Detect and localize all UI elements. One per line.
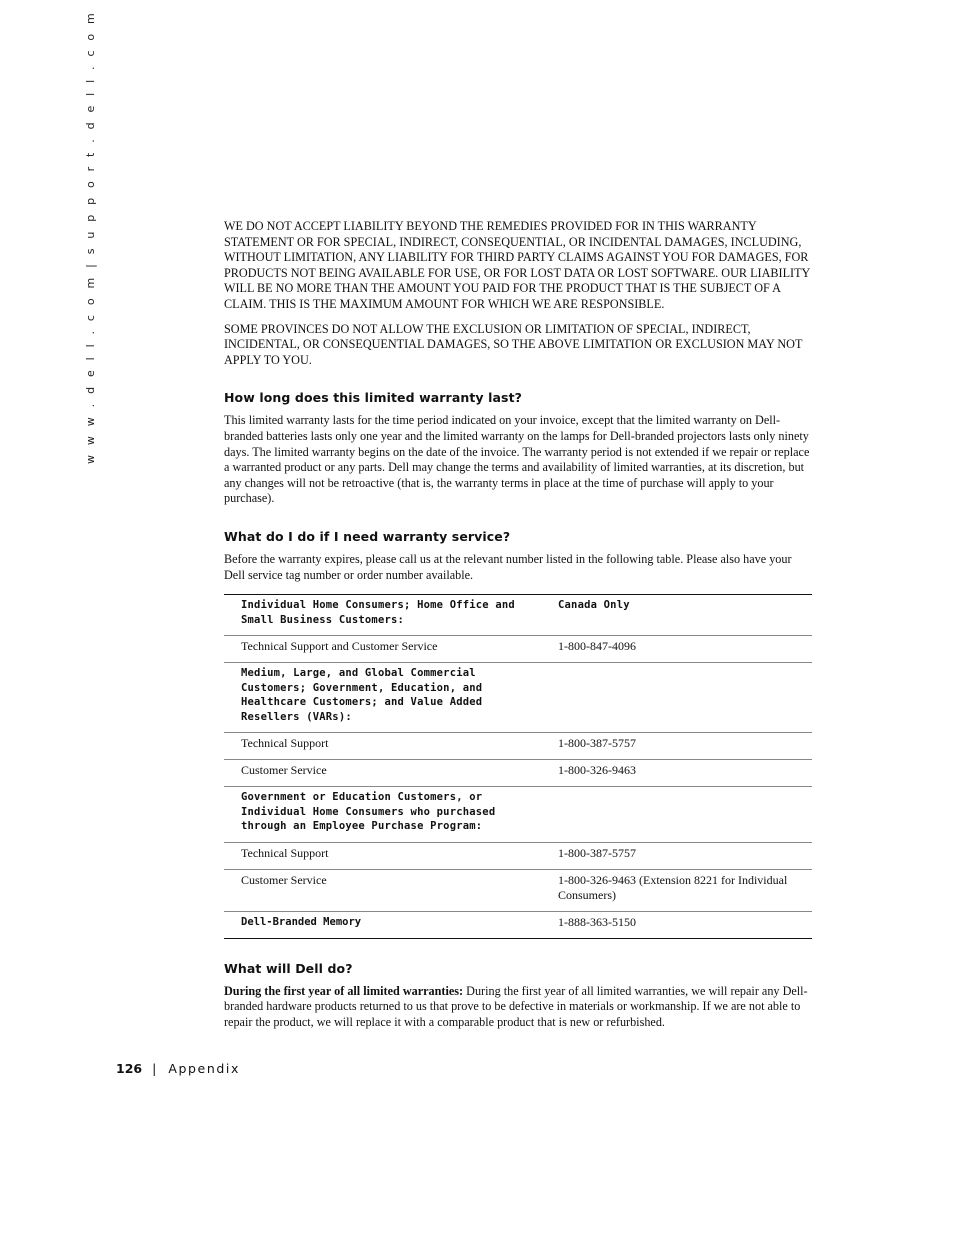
warranty-duration-body: This limited warranty lasts for the time period indicated on your invoice, except that the limited warranty on Dell-branded batteries lasts only one year and the limited warranty on the lamps for Dell-branded projectors lasts only ninety days. The limited warranty begins on the date of the invoice. The warranty period is not extended if we repair or replace a warranted product or any parts. Dell may change the terms and availability of limited warranties, at its discretion, but any changes will not be retroactive (that is, the warranty terms in place at the time of purchase will apply to your purchase).	[224, 413, 810, 506]
table-cell: Technical Support and Customer Service	[224, 636, 552, 663]
warranty-service-heading: What do I do if I need warranty service?	[224, 528, 511, 544]
side-url-text: w w w . d e l l . c o m | s u p p o r t . d e l l . c o m	[84, 10, 97, 464]
page-footer	[116, 1061, 240, 1076]
dell-action-heading: What will Dell do?	[224, 960, 353, 976]
table-row	[224, 595, 812, 636]
table-cell: Government or Education Customers, or Individual Home Consumers who purchased through an Employee Purchase Program:	[224, 787, 552, 843]
page-number: 126	[116, 1061, 143, 1076]
table-cell: Medium, Large, and Global Commercial Customers; Government, Education, and Healthcare Customers; and Value Added Resellers (VARs):	[224, 663, 552, 733]
table-cell: Customer Service	[224, 869, 552, 911]
table-cell: Individual Home Consumers; Home Office and Small Business Customers:	[224, 595, 552, 636]
table-cell: Dell-Branded Memory	[224, 911, 552, 938]
warranty-service-body: Before the warranty expires, please call us at the relevant number listed in the following table. Please also have your Dell service tag number or order number available.	[224, 551, 792, 582]
table-row	[224, 663, 812, 733]
liability-paragraph: WE DO NOT ACCEPT LIABILITY BEYOND THE REMEDIES PROVIDED FOR IN THIS WARRANTY STATEMENT OR FOR SPECIAL, INDIRECT, CONSEQUENTIAL, OR INCIDENTAL DAMAGES, INCLUDING, WITHOUT LIMITATION, ANY LIABILITY FOR THIRD PARTY CLAIMS AGAINST YOU FOR DAMAGES, FOR PRODUCTS NOT BEING AVAILABLE FOR USE, OR FOR LOST DATA OR LOST SOFTWARE. OUR LIABILITY WILL BE NO MORE THAN THE AMOUNT YOU PAID FOR THE PRODUCT THAT IS THE SUBJECT OF A CLAIM. THIS IS THE MAXIMUM AMOUNT FOR WHICH WE ARE RESPONSIBLE.	[224, 219, 810, 311]
dell-action-text: During the first year of all limited warranties, we will repair any Dell-branded hardware products returned to us that prove to be defective in materials or workmanship. If we are not able to repair the product, we will replace it with a comparable product that is new or refurbished.	[224, 983, 808, 1029]
contact-table	[224, 594, 812, 939]
footer-separator: |	[152, 1061, 157, 1076]
table-cell: Canada Only	[552, 595, 812, 636]
dell-action-body	[224, 984, 814, 1031]
phone-number: 1-800-387-5757	[552, 842, 812, 869]
table-row	[224, 787, 812, 843]
table-cell	[552, 787, 812, 843]
table-row	[224, 733, 812, 760]
phone-number: 1-800-326-9463 (Extension 8221 for Individual Consumers)	[552, 869, 812, 911]
phone-number: 1-888-363-5150	[552, 911, 812, 938]
table-cell	[552, 663, 812, 733]
phone-number: 1-800-326-9463	[552, 760, 812, 787]
table-row	[224, 636, 812, 663]
table-row	[224, 760, 812, 787]
footer-section-name: Appendix	[168, 1061, 240, 1076]
dell-action-lead: During the first year of all limited warranties:	[224, 983, 464, 998]
table-row	[224, 911, 812, 938]
warranty-duration-heading: How long does this limited warranty last?	[224, 390, 523, 406]
table-cell: Customer Service	[224, 760, 552, 787]
phone-number: 1-800-387-5757	[552, 733, 812, 760]
phone-number: 1-800-847-4096	[552, 636, 812, 663]
table-cell: Technical Support	[224, 842, 552, 869]
table-cell: Technical Support	[224, 733, 552, 760]
table-row	[224, 842, 812, 869]
table-row	[224, 869, 812, 911]
main-content	[224, 219, 814, 1030]
provinces-paragraph: SOME PROVINCES DO NOT ALLOW THE EXCLUSION OR LIMITATION OF SPECIAL, INDIRECT, INCIDENTAL, OR CONSEQUENTIAL DAMAGES, SO THE ABOVE LIMITATION OR EXCLUSION MAY NOT APPLY TO YOU.	[224, 321, 803, 367]
